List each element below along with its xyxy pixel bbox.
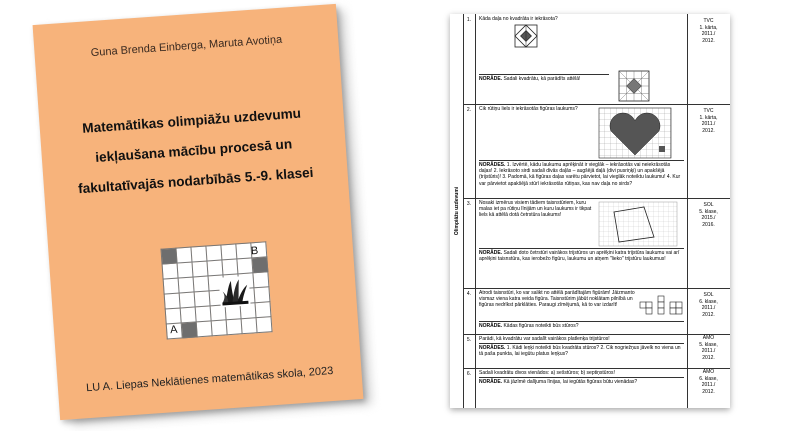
hint-text: 1. Izvērtē, kādu laukumu aprēķināt ir vieglāk – iekrāsotās vai neiekrāsotās daļas! 2. Iekrāsoto sirdi sadali divās daļās – augšējā daļā (divi pusriņķi) un apakšējā (trijstūris)! 3. Padomā, kā figūras daļas varētu pārvietot, lai vieglāk noteiktu laukumu! 4. Kur var pārvietot apakšējā stūrī iekrāsotās rūtiņas, kas nav daļa no sirds? (479, 162, 681, 187)
task-source (687, 368, 730, 408)
task-hint (479, 377, 684, 385)
cover-title-line: fakultatīvajās nodarbībās 5.-9. klasei (77, 164, 314, 197)
hint-label: NORĀDE. (479, 76, 503, 82)
source-line: 2011./ (701, 121, 716, 127)
task-question: Sadali kvadrātu divos vienādos: a) sešstūros; b) septiņstūros! (479, 370, 615, 376)
source-line: TVC (703, 108, 714, 114)
task-number: 2. (463, 104, 476, 198)
source-line: 2012. (702, 37, 715, 44)
grid-label-b: B (250, 244, 259, 258)
cover-title (53, 97, 335, 206)
hint-label: NORĀDE. (479, 250, 503, 256)
source-line: SOL (703, 202, 714, 208)
task-content (476, 198, 688, 288)
source-line: TVC (703, 18, 714, 24)
task-hint (479, 321, 684, 329)
cover-title-line: Matemātikas olimpiāžu uzdevumu (81, 105, 302, 136)
task-content (476, 104, 688, 198)
task-hint (479, 343, 684, 357)
task-number: 1. (463, 14, 476, 104)
task-number: 4. (463, 288, 476, 334)
hint-text: Sadali doto četrstūri vairākos trijstūros un aprēķini katra trijstūra laukumu vai arī aprēķini taisnstūra, kas ierobežo figūru, laukumu un atņem "lieko" trijstūru laukumus! (479, 250, 680, 263)
source-line: 1. kārta, (699, 24, 718, 31)
task-content (476, 368, 688, 408)
task-question: Parādi, kā kvadrātu var sadalīt vairākos platlenķa trijstūros! (479, 336, 610, 342)
hint-text: Sadali kvadrātu, kā parādīts attēlā! (503, 76, 581, 82)
book-cover (33, 4, 364, 420)
source-line: 2015./ (701, 215, 716, 221)
task-source (687, 104, 730, 198)
cover-grid-illustration (160, 241, 272, 339)
polyomino-shapes-icon (638, 294, 684, 318)
task-content (476, 14, 688, 104)
source-line: 1. kārta, (699, 114, 718, 121)
source-line: 2011./ (701, 305, 716, 311)
hint-text: Kādas figūras noteikti būs stūros? (503, 323, 579, 329)
hint-label: NORĀDE. (479, 323, 503, 329)
task-question: Atrodi taisnstūri, ko var salikt no attēlā parādītajām figūrām! Jāizmanto vismaz viena katra veida figūra. Taisnstūrim jābūt noklātam pilnībā un figūras nedrīkst pārklāties. Paraugi zīmējumā, kā to var izdarīt! (479, 290, 635, 309)
task-source (687, 14, 730, 104)
table-row (463, 334, 730, 369)
plant-icon (219, 276, 251, 308)
square-figure-icon (514, 24, 538, 48)
table-row (463, 14, 730, 105)
task-hint (479, 160, 684, 187)
task-source (687, 334, 730, 368)
table-row (463, 368, 730, 408)
source-line: 2011./ (701, 348, 716, 354)
task-hint (479, 74, 609, 82)
source-line: 5. klase, (699, 208, 718, 215)
source-line: 2012. (702, 354, 715, 361)
task-question: Cik rūtiņu liels ir iekrāsotās figūras laukums? (479, 106, 578, 112)
task-question: Nosaki izmērus visiem tādiem taisnstūriem, kuru malas iet pa rūtiņu līnijām un kuru laukums ir tikpat liels kā attēlā dotā četrstūra laukums! (479, 200, 592, 219)
task-question: Kāda daļa no kvadrāta ir iekrāsota? (479, 16, 558, 22)
task-source (687, 288, 730, 334)
task-content (476, 288, 688, 334)
source-line: 6. klase, (699, 375, 718, 382)
hint-label: NORĀDE. (479, 379, 503, 385)
table-row (463, 104, 730, 199)
source-line: 2016. (702, 221, 715, 228)
grid-label-a: A (169, 323, 178, 337)
task-hint (479, 248, 684, 262)
table-row (463, 288, 730, 335)
table-row (463, 198, 730, 289)
source-line: 6. klase, (699, 298, 718, 305)
task-number: 6. (463, 368, 476, 408)
source-line: 2012. (702, 127, 715, 134)
hint-label: NORĀDES. (479, 345, 506, 351)
divided-square-icon (618, 70, 650, 102)
cover-footer: LU A. Liepas Neklātienes matemātikas skola, 2023 (85, 364, 334, 395)
section-label: Olimpiāžu uzdevumi (453, 186, 460, 236)
heart-grid-icon (598, 107, 672, 159)
hint-label: NORĀDES. (479, 162, 506, 168)
source-line: 2011./ (701, 382, 716, 388)
task-number: 5. (463, 334, 476, 368)
task-number: 3. (463, 198, 476, 288)
cover-authors: Guna Brenda Einberga, Maruta Avotiņa (90, 33, 283, 60)
hint-text: 1. Kādi leņķi noteikti būs kvadrāta stūros? 2. Cik nogriežņus jāvelk no viena un tā paša punkta, lai iegūtu platus leņķus? (479, 345, 681, 358)
hint-text: Kā jāzīmē dalījuma līnijas, lai iegūtās figūras būtu vienādas? (503, 379, 638, 385)
source-line: SOL (703, 292, 714, 298)
quadrilateral-grid-icon (598, 201, 678, 247)
document-page (450, 14, 730, 408)
task-source (687, 198, 730, 288)
tasks-table (463, 14, 730, 408)
source-line: 5. klase, (699, 341, 718, 348)
cover-title-line: iekļaušana mācību procesā un (94, 136, 293, 166)
source-line: AMO (702, 335, 715, 341)
source-line: 2012. (702, 311, 715, 318)
task-content (476, 334, 688, 368)
section-label-column (450, 14, 464, 408)
source-line: AMO (702, 369, 715, 375)
source-line: 2012. (702, 388, 715, 395)
source-line: 2011./ (701, 31, 716, 37)
